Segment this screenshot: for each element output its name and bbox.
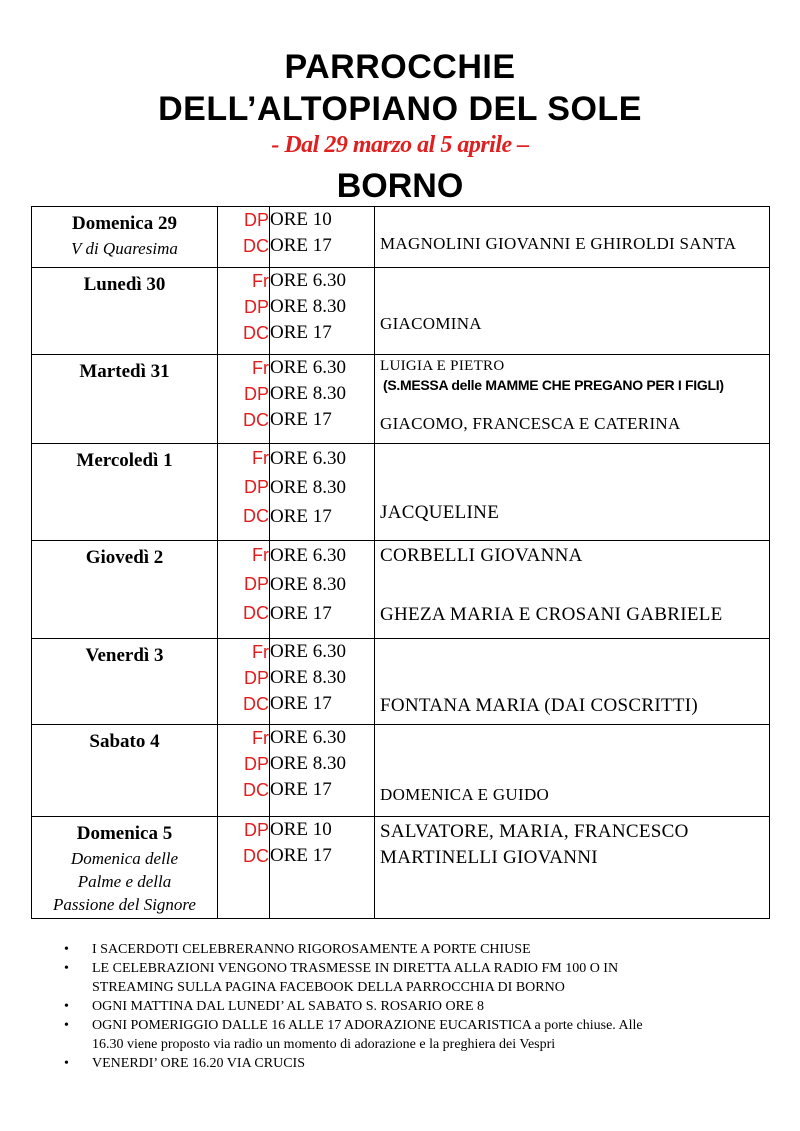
intention: CORBELLI GIOVANNA	[380, 545, 583, 566]
mass-times	[270, 725, 375, 817]
intentions-cell	[375, 639, 770, 725]
list-item	[64, 959, 754, 997]
table-row	[32, 541, 770, 639]
mass-times	[270, 355, 375, 444]
celebrant-code: DP	[243, 297, 269, 317]
bullet-icon: •	[64, 999, 69, 1014]
mass-schedule-table	[31, 206, 770, 919]
list-item	[64, 997, 754, 1016]
celebrant-codes	[218, 725, 270, 817]
celebrant-code: DP	[243, 754, 269, 774]
day-note: Passione del Signore	[53, 895, 196, 914]
day-note: Domenica delle	[70, 849, 179, 868]
celebrant-code: Fr	[252, 728, 269, 748]
list-item	[64, 940, 754, 959]
day-name: Sabato 4	[89, 731, 160, 752]
table-row	[32, 355, 770, 444]
day-cell	[32, 268, 218, 355]
mass-time: ORE 8.30	[270, 383, 346, 404]
list-item	[64, 1054, 754, 1073]
celebrant-code: DC	[243, 410, 269, 430]
celebrant-code: DC	[243, 323, 269, 343]
title-line-2: DELL’ALTOPIANO DEL SOLE	[158, 90, 642, 128]
celebrant-code: DP	[243, 210, 269, 230]
note-text: VENERDI’ ORE 16.20 VIA CRUCIS	[92, 1056, 305, 1071]
mass-time: ORE 17	[270, 693, 332, 714]
intentions-cell	[375, 541, 770, 639]
note-text: OGNI POMERIGGIO DALLE 16 ALLE 17 ADORAZIONE EUCARISTICA a porte chiuse. Alle	[92, 1018, 643, 1033]
mass-time: ORE 17	[270, 409, 332, 430]
day-cell	[32, 541, 218, 639]
mass-times	[270, 639, 375, 725]
celebrant-code: DC	[243, 506, 269, 526]
celebrant-code: DC	[243, 846, 269, 866]
celebrant-code: DP	[243, 384, 269, 404]
mass-time: ORE 17	[270, 845, 332, 866]
intentions-cell	[375, 355, 770, 444]
list-item	[64, 1016, 754, 1054]
table-row	[32, 444, 770, 541]
mass-time: ORE 6.30	[270, 448, 346, 469]
day-cell	[32, 817, 218, 919]
celebrant-code: Fr	[252, 448, 269, 468]
mass-times	[270, 541, 375, 639]
celebrant-code: DP	[243, 820, 269, 840]
table-row	[32, 639, 770, 725]
day-note: V di Quaresima	[71, 239, 178, 258]
bullet-icon: •	[64, 1018, 69, 1033]
day-name: Martedì 31	[79, 361, 170, 382]
day-note: Palme e della	[77, 872, 172, 891]
day-name: Venerdì 3	[85, 645, 164, 666]
celebrant-codes	[218, 817, 270, 919]
day-cell	[32, 639, 218, 725]
mass-times	[270, 817, 375, 919]
mass-time: ORE 10	[270, 819, 332, 840]
bullet-icon: •	[64, 961, 69, 976]
celebrant-codes	[218, 207, 270, 268]
intentions-cell	[375, 725, 770, 817]
mass-times	[270, 268, 375, 355]
intention: DOMENICA E GUIDO	[380, 785, 550, 804]
intention: SALVATORE, MARIA, FRANCESCO	[380, 821, 689, 842]
note-text: LE CELEBRAZIONI VENGONO TRASMESSE IN DIRETTA ALLA RADIO FM 100 O IN	[92, 961, 619, 976]
day-name: Mercoledì 1	[76, 450, 173, 471]
mass-time: ORE 17	[270, 603, 332, 624]
celebrant-codes	[218, 639, 270, 725]
day-cell	[32, 355, 218, 444]
mass-time: ORE 17	[270, 235, 332, 256]
bullet-icon: •	[64, 1056, 69, 1071]
intention: GHEZA MARIA E CROSANI GABRIELE	[380, 604, 723, 625]
celebrant-code: Fr	[252, 642, 269, 662]
day-name: Giovedì 2	[85, 547, 164, 568]
celebrant-code: DP	[243, 477, 269, 497]
mass-time: ORE 8.30	[270, 477, 346, 498]
day-name: Domenica 5	[76, 823, 173, 844]
mass-time: ORE 17	[270, 779, 332, 800]
date-range-subtitle: - Dal 29 marzo al 5 aprile –	[271, 132, 529, 158]
mass-times	[270, 444, 375, 541]
mass-time: ORE 6.30	[270, 270, 346, 291]
celebrant-code: Fr	[252, 545, 269, 565]
note-text: I SACERDOTI CELEBRERANNO RIGOROSAMENTE A PORTE CHIUSE	[92, 942, 531, 957]
mass-time: ORE 10	[270, 209, 332, 230]
mass-time: ORE 17	[270, 322, 332, 343]
celebrant-code: DC	[243, 236, 269, 256]
note-text: STREAMING SULLA PAGINA FACEBOOK DELLA PARROCCHIA DI BORNO	[92, 980, 565, 995]
intentions-cell	[375, 817, 770, 919]
intention: GIACOMINA	[380, 314, 482, 333]
mass-times	[270, 207, 375, 268]
celebrant-code: Fr	[252, 358, 269, 378]
table-row	[32, 817, 770, 919]
table-row	[32, 725, 770, 817]
celebrant-code: DP	[243, 574, 269, 594]
note-text: OGNI MATTINA DAL LUNEDI’ AL SABATO S. ROSARIO ORE 8	[92, 999, 484, 1014]
celebrant-codes	[218, 541, 270, 639]
day-cell	[32, 207, 218, 268]
celebrant-codes	[218, 355, 270, 444]
intention: GIACOMO, FRANCESCA E CATERINA	[380, 414, 681, 433]
mass-time: ORE 8.30	[270, 574, 346, 595]
table-row	[32, 207, 770, 268]
table-row	[32, 268, 770, 355]
day-cell	[32, 725, 218, 817]
celebrant-codes	[218, 268, 270, 355]
place-heading: BORNO	[336, 167, 464, 205]
celebrant-code: DP	[243, 668, 269, 688]
celebrant-code: DC	[243, 780, 269, 800]
day-name: Lunedì 30	[83, 274, 166, 295]
celebrant-code: DC	[243, 694, 269, 714]
mass-time: ORE 17	[270, 506, 332, 527]
intention-note: (S.MESSA delle MAMME CHE PREGANO PER I FIGLI)	[383, 377, 724, 393]
day-cell	[32, 444, 218, 541]
mass-time: ORE 6.30	[270, 727, 346, 748]
intentions-cell	[375, 268, 770, 355]
day-name: Domenica 29	[71, 213, 177, 234]
mass-time: ORE 6.30	[270, 545, 346, 566]
notes-list	[64, 940, 754, 1073]
intention: LUIGIA E PIETRO	[380, 358, 505, 374]
title-line-1: PARROCCHIE	[284, 48, 516, 86]
mass-time: ORE 6.30	[270, 357, 346, 378]
intention: JACQUELINE	[380, 502, 500, 523]
mass-time: ORE 6.30	[270, 641, 346, 662]
intentions-cell	[375, 207, 770, 268]
mass-time: ORE 8.30	[270, 296, 346, 317]
celebrant-codes	[218, 444, 270, 541]
note-text: 16.30 viene proposto via radio un momento di adorazione e la preghiera dei Vespri	[92, 1037, 556, 1052]
mass-time: ORE 8.30	[270, 753, 346, 774]
intention: MARTINELLI GIOVANNI	[380, 847, 598, 868]
mass-time: ORE 8.30	[270, 667, 346, 688]
bullet-icon: •	[64, 942, 69, 957]
celebrant-code: Fr	[252, 271, 269, 291]
celebrant-code: DC	[243, 603, 269, 623]
intentions-cell	[375, 444, 770, 541]
intention: MAGNOLINI GIOVANNI E GHIROLDI SANTA	[380, 234, 737, 253]
intention: FONTANA MARIA (DAI COSCRITTI)	[380, 695, 699, 716]
